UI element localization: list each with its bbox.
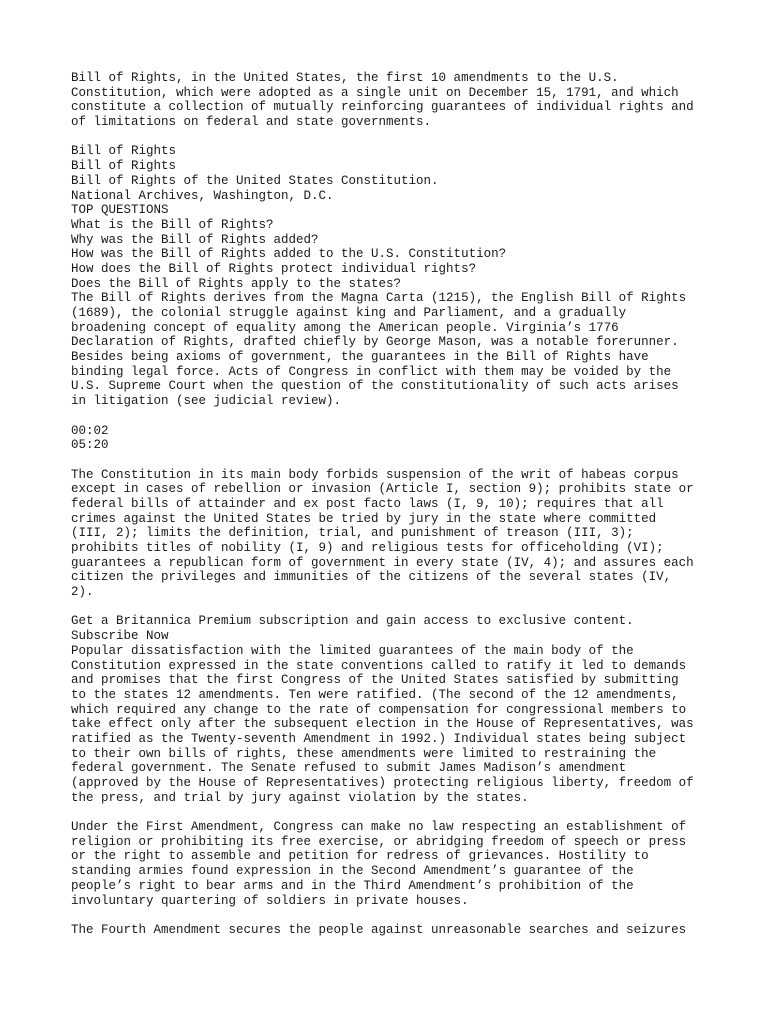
subscribe-link[interactable]: Subscribe Now bbox=[71, 629, 169, 644]
paragraph-gap bbox=[71, 409, 728, 424]
caption-line: Bill of Rights bbox=[71, 159, 177, 174]
first-amendment-paragraph bbox=[71, 820, 728, 908]
video-current-time: 00:02 bbox=[71, 423, 109, 438]
text-line: to their own bills of rights, these amendments were limited to restraining the bbox=[71, 746, 657, 761]
text-line: Constitution, which were adopted as a single unit on December 15, 1791, and which bbox=[71, 85, 679, 100]
text-line: (III, 2); limits the definition, trial, and punishment of treason (III, 3); bbox=[71, 526, 634, 541]
dissatisfaction-paragraph bbox=[71, 644, 728, 806]
caption-line: National Archives, Washington, D.C. bbox=[71, 188, 334, 203]
paragraph-gap bbox=[71, 805, 728, 820]
origins-paragraph bbox=[71, 291, 728, 409]
question-link[interactable]: Why was the Bill of Rights added? bbox=[71, 232, 319, 247]
text-line: broadening concept of equality among the American people. Virginia’s 1776 bbox=[71, 320, 619, 335]
paragraph-gap bbox=[71, 600, 728, 615]
top-questions bbox=[71, 203, 728, 291]
question-link[interactable]: How was the Bill of Rights added to the U.S. Constitution? bbox=[71, 247, 507, 262]
question-link[interactable]: Does the Bill of Rights apply to the states? bbox=[71, 276, 402, 291]
text-line: Popular dissatisfaction with the limited guarantees of the main body of the bbox=[71, 643, 634, 658]
text-line: binding legal force. Acts of Congress in conflict with them may be voided by the bbox=[71, 364, 672, 379]
text-line: or the right to assemble and petition for redress of grievances. Hostility to bbox=[71, 849, 649, 864]
caption-line: Bill of Rights bbox=[71, 144, 177, 159]
text-line: Besides being axioms of government, the guarantees in the Bill of Rights have bbox=[71, 350, 649, 365]
paragraph-gap bbox=[71, 453, 728, 468]
text-line: guarantees a republican form of government in every state (IV, 4); and assures each bbox=[71, 555, 694, 570]
text-line: prohibits titles of nobility (I, 9) and religious tests for officeholding (VI); bbox=[71, 541, 664, 555]
question-link[interactable]: How does the Bill of Rights protect individual rights? bbox=[71, 261, 477, 276]
video-times bbox=[71, 424, 728, 453]
text-line: Declaration of Rights, drafted chiefly by George Mason, was a notable forerunner. bbox=[71, 335, 679, 350]
text-line: (approved by the House of Representatives) protecting religious liberty, freedom of bbox=[71, 776, 694, 790]
text-line: take effect only after the subsequent election in the House of Representatives, was bbox=[71, 717, 694, 732]
text-line: of limitations on federal and state governments. bbox=[71, 115, 432, 130]
image-caption bbox=[71, 144, 728, 203]
text-line: in litigation (see judicial review). bbox=[71, 394, 342, 409]
text-line: Under the First Amendment, Congress can make no law respecting an establishment of bbox=[71, 820, 687, 835]
text-line: which required any change to the rate of compensation for congressional members to bbox=[71, 702, 687, 717]
text-line: federal government. The Senate refused to submit James Madison’s amendment bbox=[71, 761, 627, 776]
text-line: crimes against the United States be tried by jury in the state where committed bbox=[71, 511, 657, 526]
paragraph-gap bbox=[71, 130, 728, 145]
question-link[interactable]: What is the Bill of Rights? bbox=[71, 217, 274, 232]
text-line: and promises that the first Congress of the United States satisfied by submitting bbox=[71, 673, 679, 688]
fourth-amendment-paragraph bbox=[71, 923, 728, 938]
text-line: 2). bbox=[71, 585, 94, 600]
text-line: Constitution expressed in the state conventions called to ratify it led to demands bbox=[71, 658, 687, 673]
text-line: Bill of Rights, in the United States, the first 10 amendments to the U.S. bbox=[71, 71, 619, 85]
intro-paragraph bbox=[71, 71, 728, 130]
constitution-paragraph bbox=[71, 468, 728, 600]
text-line: except in cases of rebellion or invasion (Article I, section 9); prohibits state or bbox=[71, 482, 694, 497]
text-line: The Bill of Rights derives from the Magna Carta (1215), the English Bill of Rights bbox=[71, 291, 687, 306]
paragraph-gap bbox=[71, 908, 728, 923]
video-duration: 05:20 bbox=[71, 438, 109, 453]
text-line: ratified as the Twenty-seventh Amendment in 1992.) Individual states being subject bbox=[71, 731, 687, 746]
text-line: standing armies found expression in the Second Amendment’s guarantee of the bbox=[71, 864, 634, 879]
text-line: federal bills of attainder and ex post facto laws (I, 9, 10); requires that all bbox=[71, 496, 664, 511]
text-line: U.S. Supreme Court when the question of the constitutionality of such acts arises bbox=[71, 379, 679, 394]
text-line: religion or prohibiting its free exercise, or abridging freedom of speech or press bbox=[71, 834, 687, 849]
top-questions-heading: TOP QUESTIONS bbox=[71, 203, 169, 218]
text-line: citizen the privileges and immunities of the citizens of the several states (IV, bbox=[71, 570, 672, 585]
text-line: The Constitution in its main body forbids suspension of the writ of habeas corpus bbox=[71, 467, 679, 482]
text-line: The Fourth Amendment secures the people against unreasonable searches and seizures bbox=[71, 922, 687, 937]
text-line: people’s right to bear arms and in the Third Amendment’s prohibition of the bbox=[71, 878, 634, 893]
promo-text: Get a Britannica Premium subscription and gain access to exclusive content. bbox=[71, 614, 634, 629]
text-line: involuntary quartering of soldiers in private houses. bbox=[71, 893, 469, 908]
text-line: (1689), the colonial struggle against king and Parliament, and a gradually bbox=[71, 306, 627, 320]
text-line: the press, and trial by jury against violation by the states. bbox=[71, 790, 529, 805]
text-line: to the states 12 amendments. Ten were ratified. (The second of the 12 amendments, bbox=[71, 687, 679, 702]
promo-block bbox=[71, 614, 728, 643]
text-line: constitute a collection of mutually reinforcing guarantees of individual rights and bbox=[71, 100, 694, 115]
caption-line: Bill of Rights of the United States Constitution. bbox=[71, 173, 439, 188]
